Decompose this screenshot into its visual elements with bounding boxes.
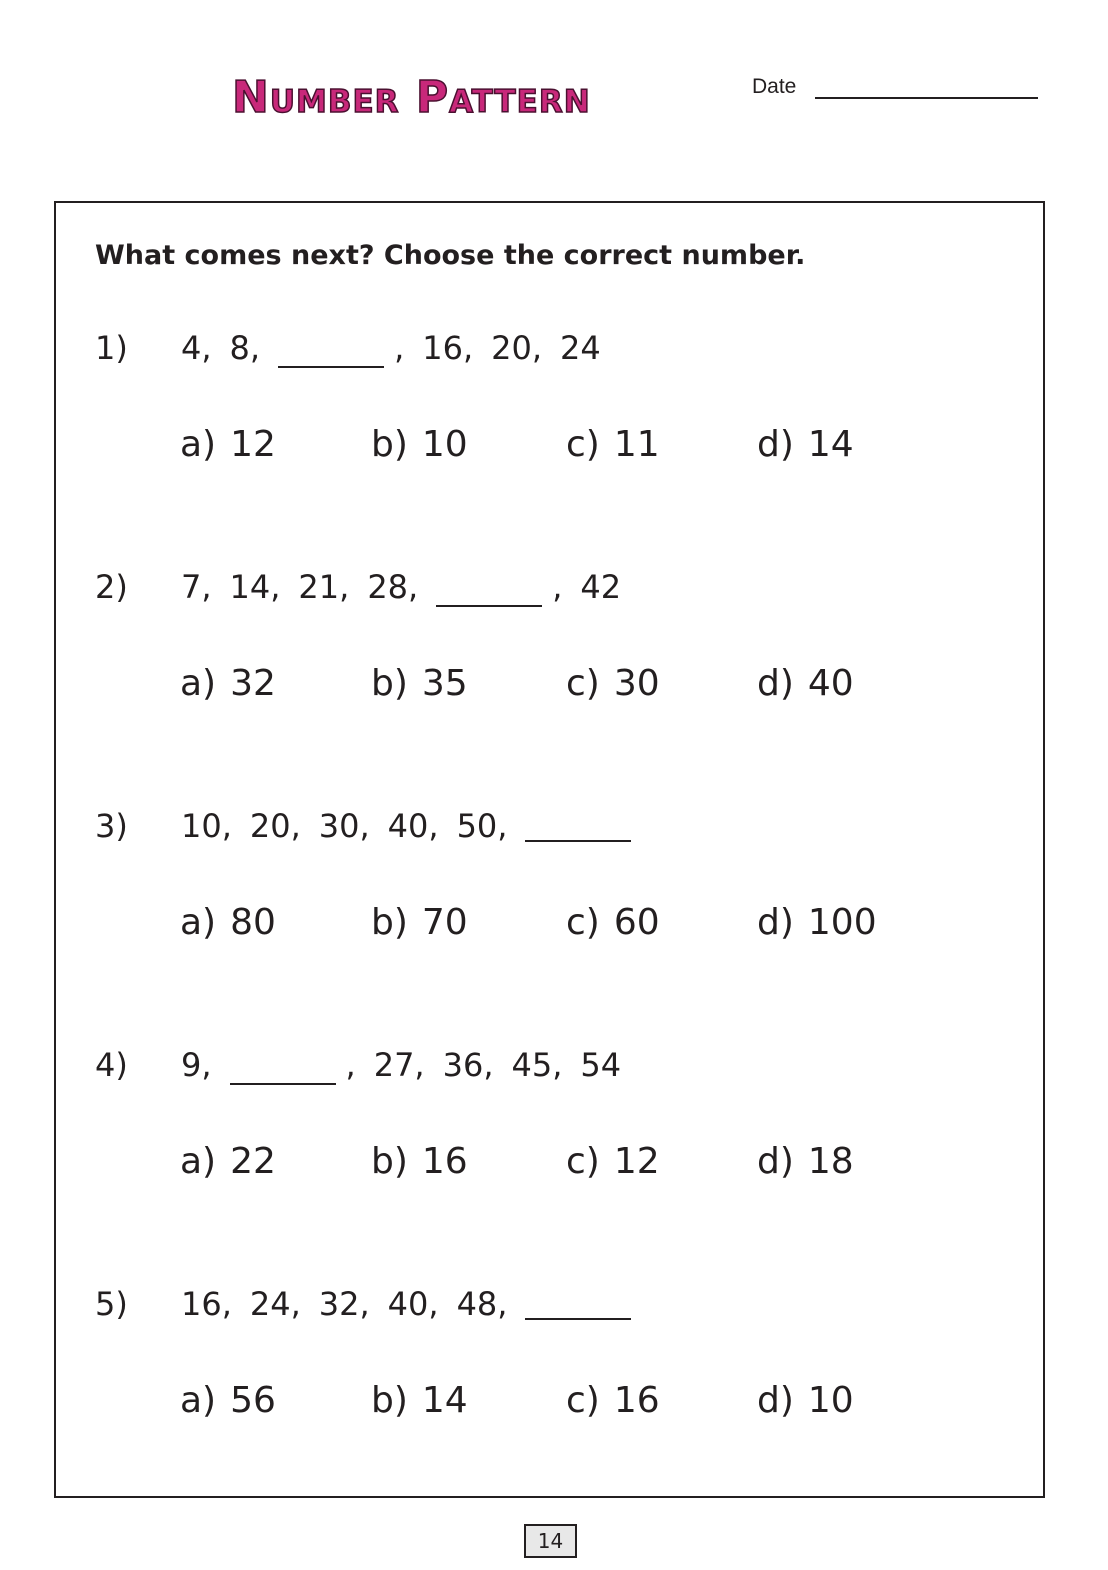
option-letter: b): [371, 1141, 408, 1182]
option-letter: b): [371, 424, 408, 465]
number-sequence: [181, 806, 641, 846]
option-value: 11: [613, 424, 660, 465]
sequence-term: 10,: [181, 807, 232, 845]
option-value: 10: [807, 1380, 854, 1421]
answer-option-c[interactable]: [566, 662, 660, 706]
option-letter: c): [566, 663, 600, 704]
answer-option-d[interactable]: [757, 901, 877, 945]
answer-option-a[interactable]: [180, 1140, 276, 1184]
question-number: 5): [95, 1285, 128, 1323]
date-label: Date: [752, 75, 797, 98]
page-title: Number Pattern: [232, 72, 591, 123]
date-input-line[interactable]: [815, 97, 1038, 99]
option-value: 12: [613, 1141, 660, 1182]
option-letter: c): [566, 1141, 600, 1182]
sequence-term: 28,: [367, 568, 419, 606]
sequence-term: 20,: [491, 329, 543, 367]
option-value: 14: [421, 1380, 468, 1421]
question-1: [0, 328, 1108, 508]
answer-blank-wrap: [525, 810, 641, 842]
number-sequence: [181, 328, 601, 368]
sequence-separator: ,: [552, 568, 563, 606]
answer-option-b[interactable]: [371, 1140, 468, 1184]
number-sequence: [181, 1284, 641, 1324]
sequence-separator: ,: [345, 1046, 356, 1084]
option-value: 14: [807, 424, 854, 465]
sequence-term: 42: [580, 568, 622, 606]
option-value: 70: [421, 902, 468, 943]
answer-option-c[interactable]: [566, 1140, 660, 1184]
answer-blank[interactable]: [525, 810, 631, 842]
answer-option-c[interactable]: [566, 901, 660, 945]
sequence-term: 50,: [456, 807, 508, 845]
question-4: [0, 1045, 1108, 1225]
option-value: 18: [807, 1141, 854, 1182]
sequence-term: 32,: [318, 1285, 370, 1323]
answer-blank[interactable]: [230, 1053, 336, 1085]
option-value: 56: [230, 1380, 276, 1421]
sequence-term: 21,: [298, 568, 350, 606]
sequence-term: 48,: [456, 1285, 508, 1323]
question-number: 3): [95, 807, 128, 845]
sequence-term: 54: [580, 1046, 622, 1084]
sequence-term: 9,: [181, 1046, 212, 1084]
option-value: 10: [421, 424, 468, 465]
answer-option-d[interactable]: [757, 1140, 854, 1184]
number-sequence: [181, 567, 621, 607]
answer-blank[interactable]: [525, 1288, 631, 1320]
sequence-term: 16,: [181, 1285, 232, 1323]
answer-blank-wrap: [525, 1288, 641, 1320]
instruction-text: What comes next? Choose the correct number.: [95, 240, 806, 271]
answer-blank-wrap: [278, 328, 404, 368]
answer-option-a[interactable]: [180, 901, 276, 945]
sequence-term: 27,: [373, 1046, 425, 1084]
answer-option-b[interactable]: [371, 423, 468, 467]
option-letter: a): [180, 424, 217, 465]
sequence-term: 8,: [229, 329, 261, 367]
sequence-term: 40,: [387, 807, 439, 845]
answer-blank[interactable]: [436, 575, 542, 607]
option-letter: b): [371, 1380, 408, 1421]
option-value: 22: [230, 1141, 276, 1182]
answer-option-b[interactable]: [371, 662, 468, 706]
sequence-separator: ,: [394, 329, 405, 367]
sequence-term: 4,: [181, 329, 212, 367]
question-number: 4): [95, 1046, 128, 1084]
page-number: 14: [524, 1524, 577, 1558]
answer-option-a[interactable]: [180, 662, 276, 706]
answer-option-a[interactable]: [180, 1379, 276, 1423]
question-5: [0, 1284, 1108, 1464]
answer-blank-wrap: [230, 1045, 356, 1085]
answer-blank-wrap: [436, 567, 562, 607]
option-letter: c): [566, 902, 600, 943]
number-sequence: [181, 1045, 621, 1085]
option-value: 32: [230, 663, 276, 704]
option-letter: a): [180, 663, 217, 704]
sequence-term: 20,: [249, 807, 301, 845]
option-value: 16: [421, 1141, 468, 1182]
option-value: 80: [230, 902, 276, 943]
option-letter: d): [757, 1141, 794, 1182]
question-2: [0, 567, 1108, 747]
option-letter: a): [180, 902, 217, 943]
sequence-term: 14,: [229, 568, 281, 606]
option-letter: a): [180, 1141, 217, 1182]
sequence-term: 36,: [442, 1046, 494, 1084]
answer-option-a[interactable]: [180, 423, 276, 467]
answer-option-c[interactable]: [566, 1379, 660, 1423]
answer-option-d[interactable]: [757, 423, 854, 467]
option-letter: d): [757, 902, 794, 943]
answer-option-b[interactable]: [371, 1379, 468, 1423]
sequence-term: 24,: [249, 1285, 301, 1323]
option-letter: b): [371, 902, 408, 943]
option-value: 40: [807, 663, 854, 704]
sequence-term: 16,: [422, 329, 474, 367]
option-letter: b): [371, 663, 408, 704]
question-number: 1): [95, 329, 128, 367]
answer-option-d[interactable]: [757, 662, 854, 706]
option-value: 35: [421, 663, 468, 704]
option-value: 16: [613, 1380, 660, 1421]
option-letter: c): [566, 424, 600, 465]
option-value: 12: [230, 424, 276, 465]
answer-blank[interactable]: [278, 336, 384, 368]
sequence-term: 7,: [181, 568, 212, 606]
option-value: 100: [807, 902, 877, 943]
answer-option-d[interactable]: [757, 1379, 854, 1423]
sequence-term: 30,: [318, 807, 370, 845]
option-letter: d): [757, 1380, 794, 1421]
option-letter: d): [757, 663, 794, 704]
question-number: 2): [95, 568, 128, 606]
sequence-term: 24: [560, 329, 601, 367]
answer-option-c[interactable]: [566, 423, 660, 467]
option-value: 30: [613, 663, 660, 704]
option-value: 60: [613, 902, 660, 943]
sequence-term: 40,: [387, 1285, 439, 1323]
option-letter: d): [757, 424, 794, 465]
sequence-term: 45,: [511, 1046, 563, 1084]
option-letter: c): [566, 1380, 600, 1421]
option-letter: a): [180, 1380, 217, 1421]
question-3: [0, 806, 1108, 986]
answer-option-b[interactable]: [371, 901, 468, 945]
